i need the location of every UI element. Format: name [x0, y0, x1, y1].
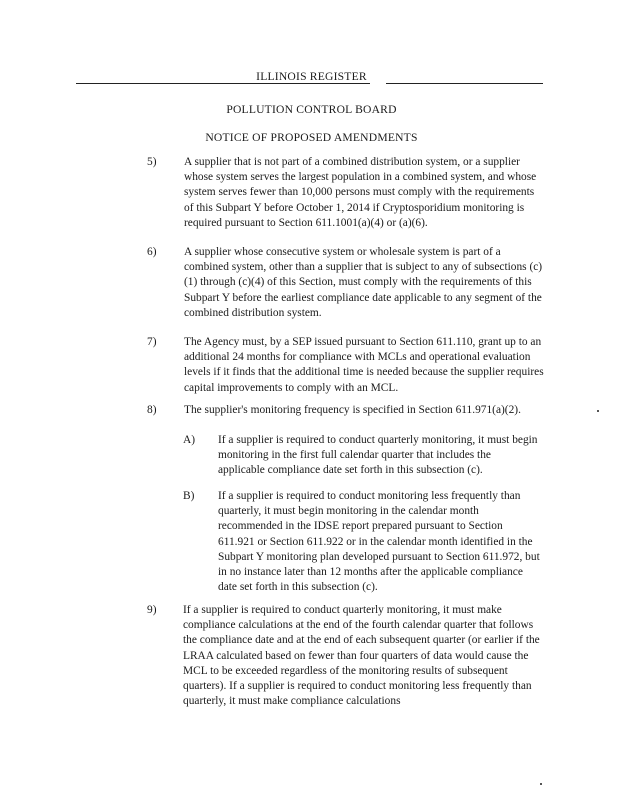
item-text: The supplier's monitoring frequency is specified in Section 611.971(a)(2). [184, 404, 521, 416]
header-rule-left [76, 83, 370, 84]
item-number: 6) [147, 246, 157, 258]
scan-speck [597, 410, 599, 412]
item-number: 8) [147, 404, 157, 416]
sub-item-text: If a supplier is required to conduct monitoring less frequently than quarterly, it must begin monitoring in the calendar month recommended in the IDSE report prepared pursuant to Section 611.921 or Section 611.922 or in the calendar month identified in the Subpart Y monitoring plan developed pursuant to Section 611.972, but in no instance later than 12 months after the applicable compliance date set forth in this subsection (c). [218, 490, 540, 594]
sub-item-letter: B) [183, 490, 195, 502]
item-number: 7) [147, 336, 157, 348]
item-text: A supplier that is not part of a combined distribution system, or a supplier whose system serves the largest population in a combined system, and whose system serves fewer than 10,000 persons must comply with the requirements of this Subpart Y before October 1, 2014 if Cryptosporidium monitoring is required pursuant to Section 611.1001(a)(4) or (a)(6). [184, 156, 537, 229]
item-text: A supplier whose consecutive system or wholesale system is part of a combined system, other than a supplier that is subject to any of subsections (c)(1) through (c)(4) of this Section, must comply with the requirements of this Subpart Y before the earliest compliance date applicable to any segment of the combined distribution system. [184, 246, 543, 319]
register-heading: ILLINOIS REGISTER [256, 70, 367, 83]
header-rule-right [386, 83, 543, 84]
item-number: 5) [147, 156, 157, 168]
scan-speck [540, 783, 542, 785]
item-text: The Agency must, by a SEP issued pursuant to Section 611.110, grant up to an additional 24 months for compliance with MCLs and operational evaluation levels if it finds that the additional time is needed because the supplier requires capital improvements to comply with an MCL. [184, 336, 544, 394]
item-number: 9) [147, 604, 157, 616]
item-text: If a supplier is required to conduct quarterly monitoring, it must make compliance calculations at the end of the fourth calendar quarter that follows the compliance date and at the end of each subsequent quarter (or earlier if the LRAA calculated based on fewer than four quarters of data would cause the MCL to be exceeded regardless of the monitoring results of subsequent quarters). If a supplier is required to conduct monitoring less frequently than quarterly, it must make compliance calculations [183, 604, 540, 708]
board-heading: POLLUTION CONTROL BOARD [226, 103, 397, 116]
sub-item-letter: A) [183, 434, 196, 446]
sub-item-text: If a supplier is required to conduct quarterly monitoring, it must begin monitoring in the first full calendar quarter that includes the applicable compliance date set forth in this subsection (c). [218, 434, 538, 477]
notice-heading: NOTICE OF PROPOSED AMENDMENTS [205, 131, 418, 144]
